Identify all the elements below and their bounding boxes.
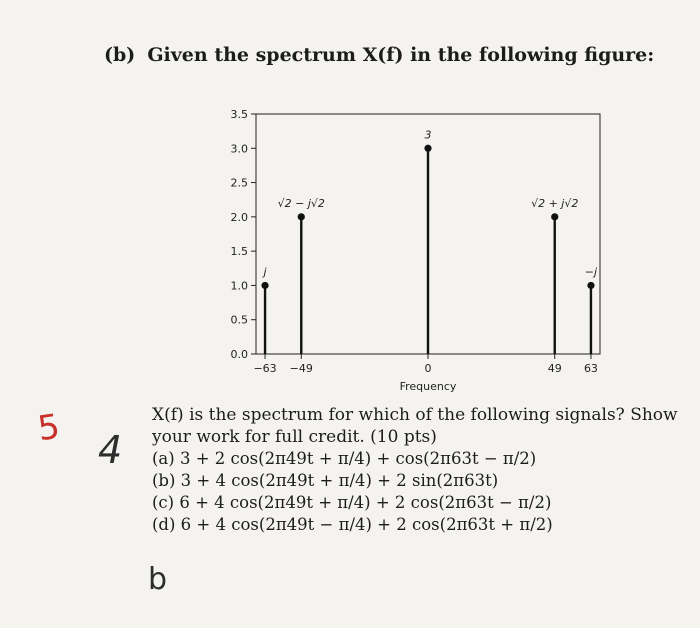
spectrum-stem-chart — [200, 100, 610, 400]
x-tick-label: 0 — [424, 362, 432, 375]
question-label: (b) — [104, 44, 136, 66]
stem-marker — [587, 282, 594, 289]
handwritten-answer: b — [148, 562, 168, 597]
choice-d: (d) 6 + 4 cos(2π49t − π/4) + 2 cos(2π63t + π/2) — [152, 515, 553, 534]
y-tick-label: 0.0 — [230, 348, 248, 361]
stem-marker — [298, 213, 305, 220]
y-tick-label: 3.0 — [230, 142, 248, 156]
stem-label: 3 — [424, 128, 432, 142]
y-tick-label: 0.5 — [230, 313, 248, 327]
stem-label: j — [263, 265, 267, 279]
x-tick-label: 63 — [583, 362, 598, 375]
question-body — [152, 404, 682, 536]
y-tick-label: 1.5 — [230, 245, 248, 259]
y-tick-label: 2.0 — [230, 210, 248, 224]
stem-marker — [261, 282, 268, 289]
question-title — [104, 44, 654, 66]
x-axis-title: Frequency — [399, 380, 457, 393]
stem-label: √2 + j√2 — [531, 196, 579, 210]
question-prompt: X(f) is the spectrum for which of the following signals? Show your work for full credit. (10 pts) — [152, 405, 678, 447]
handwritten-left-mark: 5 — [35, 406, 63, 450]
stem-label: √2 − j√2 — [277, 196, 325, 210]
stem-label: −j — [584, 265, 598, 279]
x-tick-label: −49 — [289, 362, 313, 375]
x-tick-label: 49 — [547, 362, 562, 375]
choice-c: (c) 6 + 4 cos(2π49t + π/4) + 2 cos(2π63t − π/2) — [152, 493, 552, 512]
y-tick-label: 1.0 — [230, 279, 248, 293]
stem-marker — [551, 213, 558, 220]
answer-choices — [152, 448, 682, 536]
stem-marker — [424, 145, 431, 152]
x-tick-label: −63 — [253, 362, 277, 375]
choice-b: (b) 3 + 4 cos(2π49t + π/4) + 2 sin(2π63t) — [152, 471, 499, 490]
question-title-text: Given the spectrum X(f) in the following figure: — [147, 44, 655, 66]
choice-a: (a) 3 + 2 cos(2π49t + π/4) + cos(2π63t − π/2) — [152, 449, 537, 468]
y-tick-label: 2.5 — [230, 176, 248, 190]
handwritten-score-mark: 4 — [98, 428, 123, 472]
y-tick-label: 3.5 — [230, 108, 248, 121]
